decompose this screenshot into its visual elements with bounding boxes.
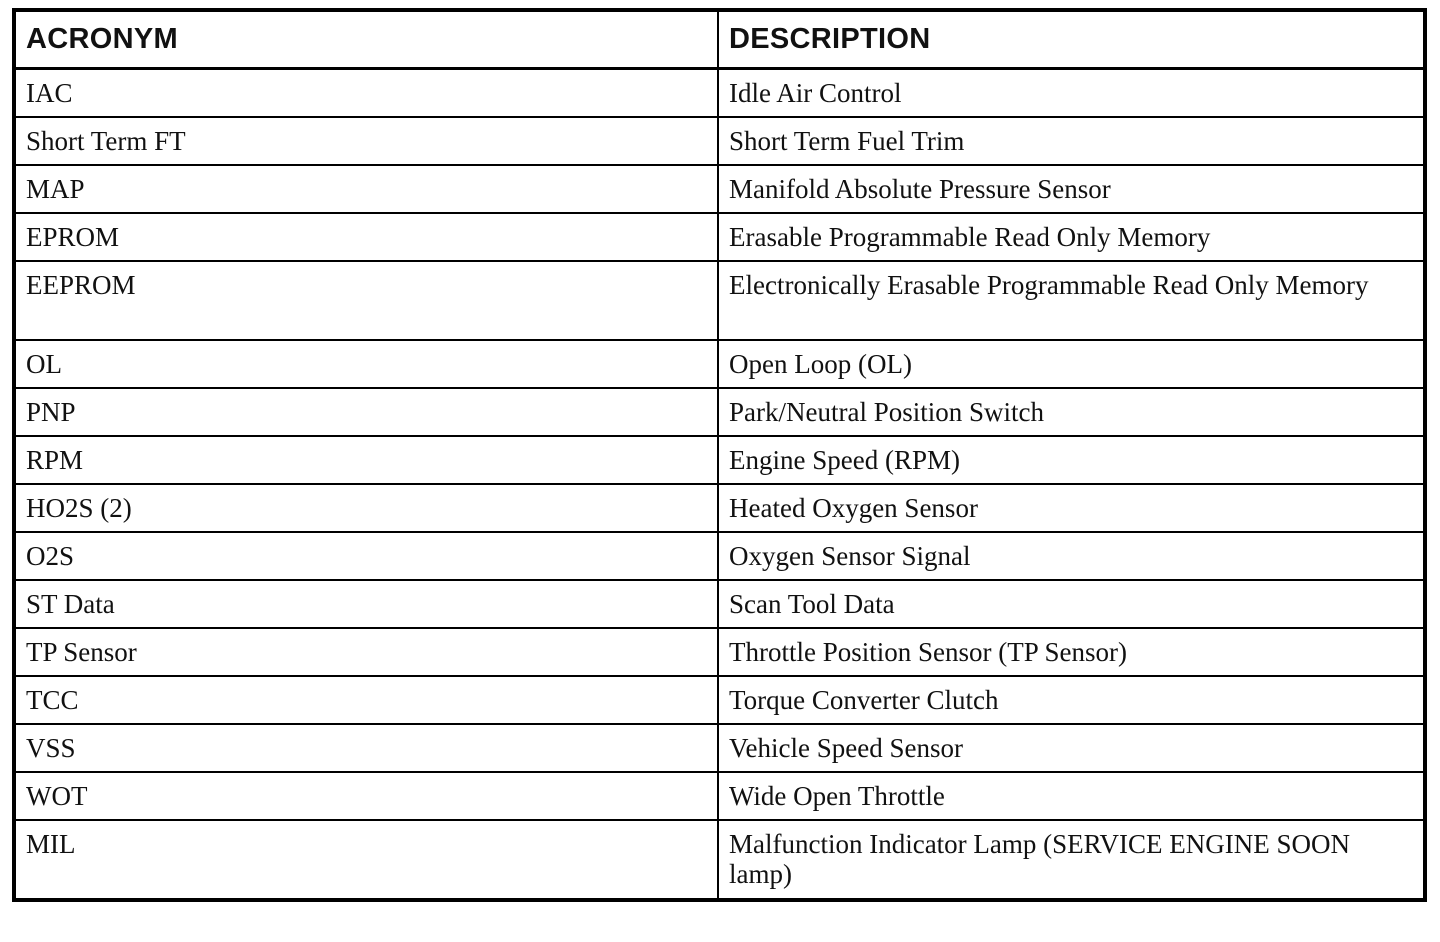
acronym-cell: MIL (14, 820, 718, 900)
description-cell: Engine Speed (RPM) (718, 436, 1425, 484)
acronym-cell: WOT (14, 772, 718, 820)
table-row (14, 69, 1425, 118)
acronym-cell: O2S (14, 532, 718, 580)
acronym-cell: HO2S (2) (14, 484, 718, 532)
description-cell: Wide Open Throttle (718, 772, 1425, 820)
acronym-cell: RPM (14, 436, 718, 484)
table-row (14, 628, 1425, 676)
table-row (14, 261, 1425, 340)
table-row (14, 340, 1425, 388)
description-cell: Heated Oxygen Sensor (718, 484, 1425, 532)
acronym-cell: PNP (14, 388, 718, 436)
description-cell: Manifold Absolute Pressure Sensor (718, 165, 1425, 213)
acronym-cell: IAC (14, 69, 718, 118)
description-cell: Scan Tool Data (718, 580, 1425, 628)
table-row (14, 165, 1425, 213)
acronym-cell: OL (14, 340, 718, 388)
description-cell: Park/Neutral Position Switch (718, 388, 1425, 436)
acronym-table (12, 8, 1427, 902)
description-cell: Malfunction Indicator Lamp (SERVICE ENGINE SOON lamp) (718, 820, 1425, 900)
table-row (14, 676, 1425, 724)
description-cell: Throttle Position Sensor (TP Sensor) (718, 628, 1425, 676)
table-row (14, 532, 1425, 580)
header-description: DESCRIPTION (718, 10, 1425, 69)
acronym-cell: MAP (14, 165, 718, 213)
acronym-cell: EPROM (14, 213, 718, 261)
acronym-cell: ST Data (14, 580, 718, 628)
table-row (14, 484, 1425, 532)
table-row (14, 117, 1425, 165)
table-row (14, 724, 1425, 772)
description-cell: Open Loop (OL) (718, 340, 1425, 388)
acronym-cell: Short Term FT (14, 117, 718, 165)
acronym-cell: EEPROM (14, 261, 718, 340)
table-row (14, 388, 1425, 436)
acronym-cell: VSS (14, 724, 718, 772)
acronym-cell: TCC (14, 676, 718, 724)
description-cell: Electronically Erasable Programmable Read Only Memory (718, 261, 1425, 340)
description-cell: Vehicle Speed Sensor (718, 724, 1425, 772)
table-row (14, 436, 1425, 484)
table-row (14, 772, 1425, 820)
description-cell: Short Term Fuel Trim (718, 117, 1425, 165)
description-cell: Torque Converter Clutch (718, 676, 1425, 724)
acronym-cell: TP Sensor (14, 628, 718, 676)
table-row (14, 580, 1425, 628)
table-row (14, 820, 1425, 900)
description-cell: Oxygen Sensor Signal (718, 532, 1425, 580)
header-acronym: ACRONYM (14, 10, 718, 69)
description-cell: Erasable Programmable Read Only Memory (718, 213, 1425, 261)
table-row (14, 213, 1425, 261)
table-header-row (14, 10, 1425, 69)
description-cell: Idle Air Control (718, 69, 1425, 118)
